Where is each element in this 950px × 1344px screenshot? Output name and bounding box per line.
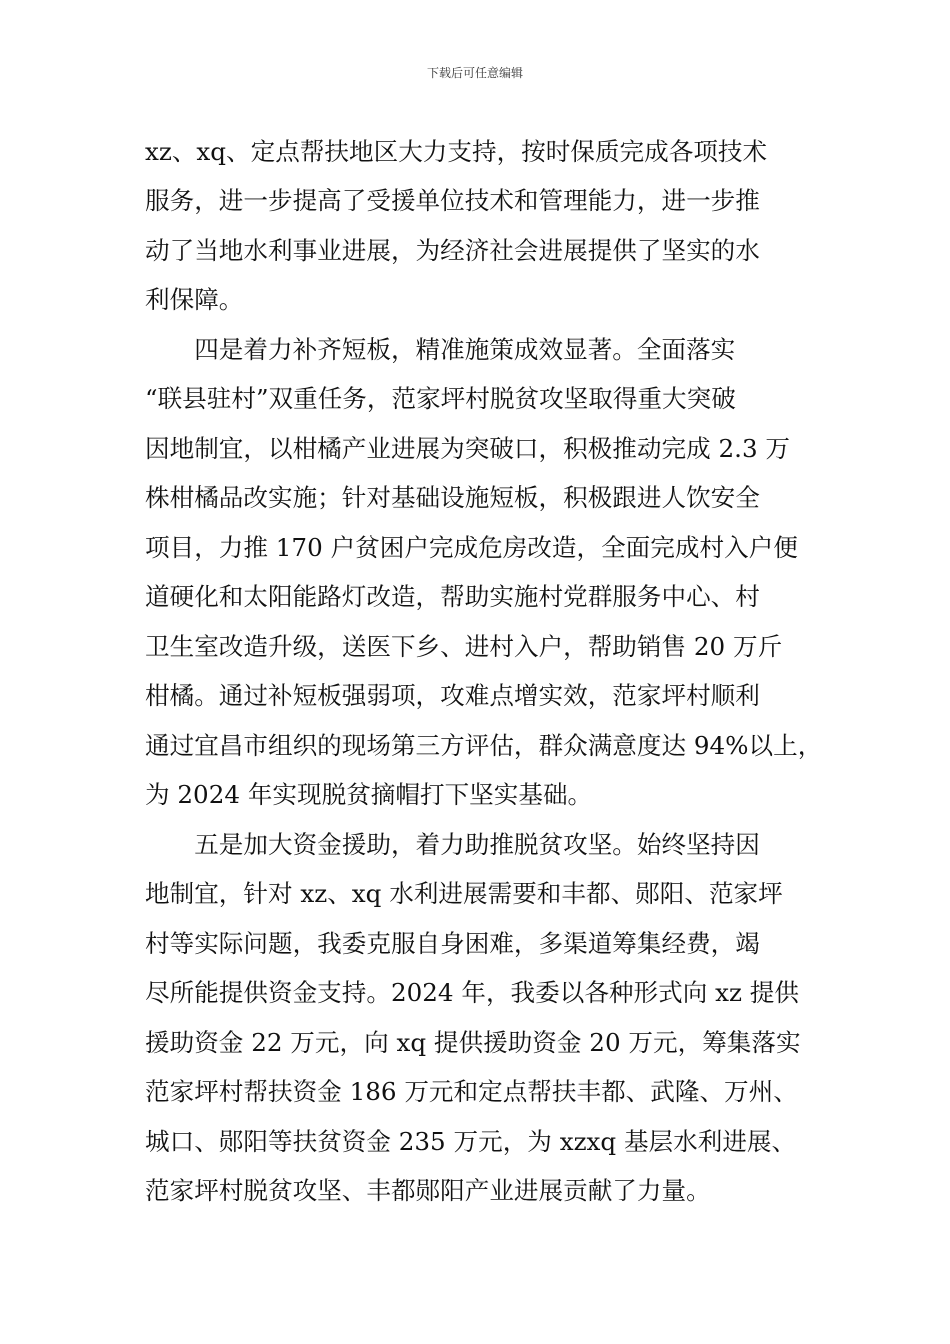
text-line: 范家坪村脱贫攻坚、丰都郧阳产业进展贡献了力量。 (145, 1176, 711, 1205)
text-line: 株柑橘品改实施；针对基础设施短板，积极跟进人饮安全 (145, 483, 760, 512)
text-line: 城口、郧阳等扶贫资金 235 万元，为 xzxq 基层水利进展、 (145, 1127, 797, 1156)
text-line: 卫生室改造升级，送医下乡、进村入户，帮助销售 20 万斤 (145, 632, 783, 661)
text-line: 四是着力补齐短板，精准施策成效显著。全面落实 (145, 335, 736, 364)
text-line: 道硬化和太阳能路灯改造，帮助实施村党群服务中心、村 (145, 582, 760, 611)
text-line: 为 2024 年实现脱贫摘帽打下坚实基础。 (145, 780, 593, 809)
text-line: 援助资金 22 万元，向 xq 提供援助资金 20 万元，筹集落实 (145, 1028, 801, 1057)
text-line: 项目，力推 170 户贫困户完成危房改造，全面完成村入户便 (145, 533, 798, 562)
text-line: 动了当地水利事业进展，为经济社会进展提供了坚实的水 (145, 236, 760, 265)
text-line: 服务，进一步提高了受援单位技术和管理能力，进一步推 (145, 186, 760, 215)
text-line: 通过宜昌市组织的现场第三方评估，群众满意度达 94%以上， (145, 731, 823, 760)
text-line: xz、xq、定点帮扶地区大力支持，按时保质完成各项技术 (145, 137, 768, 166)
text-line: 五是加大资金援助，着力助推脱贫攻坚。始终坚持因 (145, 830, 760, 859)
text-line: 村等实际问题，我委克服自身困难，多渠道筹集经费，竭 (145, 929, 760, 958)
text-line: 尽所能提供资金支持。2024 年，我委以各种形式向 xz 提供 (145, 978, 799, 1007)
text-line: 柑橘。通过补短板强弱项，攻难点增实效，范家坪村顺利 (145, 681, 760, 710)
text-line: 范家坪村帮扶资金 186 万元和定点帮扶丰都、武隆、万州、 (145, 1077, 798, 1106)
text-line: 因地制宜，以柑橘产业进展为突破口，积极推动完成 2.3 万 (145, 434, 790, 463)
page-header: 下载后可任意编辑 (426, 66, 523, 80)
text-line: 利保障。 (145, 285, 244, 314)
text-line: 地制宜，针对 xz、xq 水利进展需要和丰都、郧阳、范家坪 (145, 879, 783, 908)
text-line: “联县驻村”双重任务，范家坪村脱贫攻坚取得重大突破 (145, 384, 736, 413)
